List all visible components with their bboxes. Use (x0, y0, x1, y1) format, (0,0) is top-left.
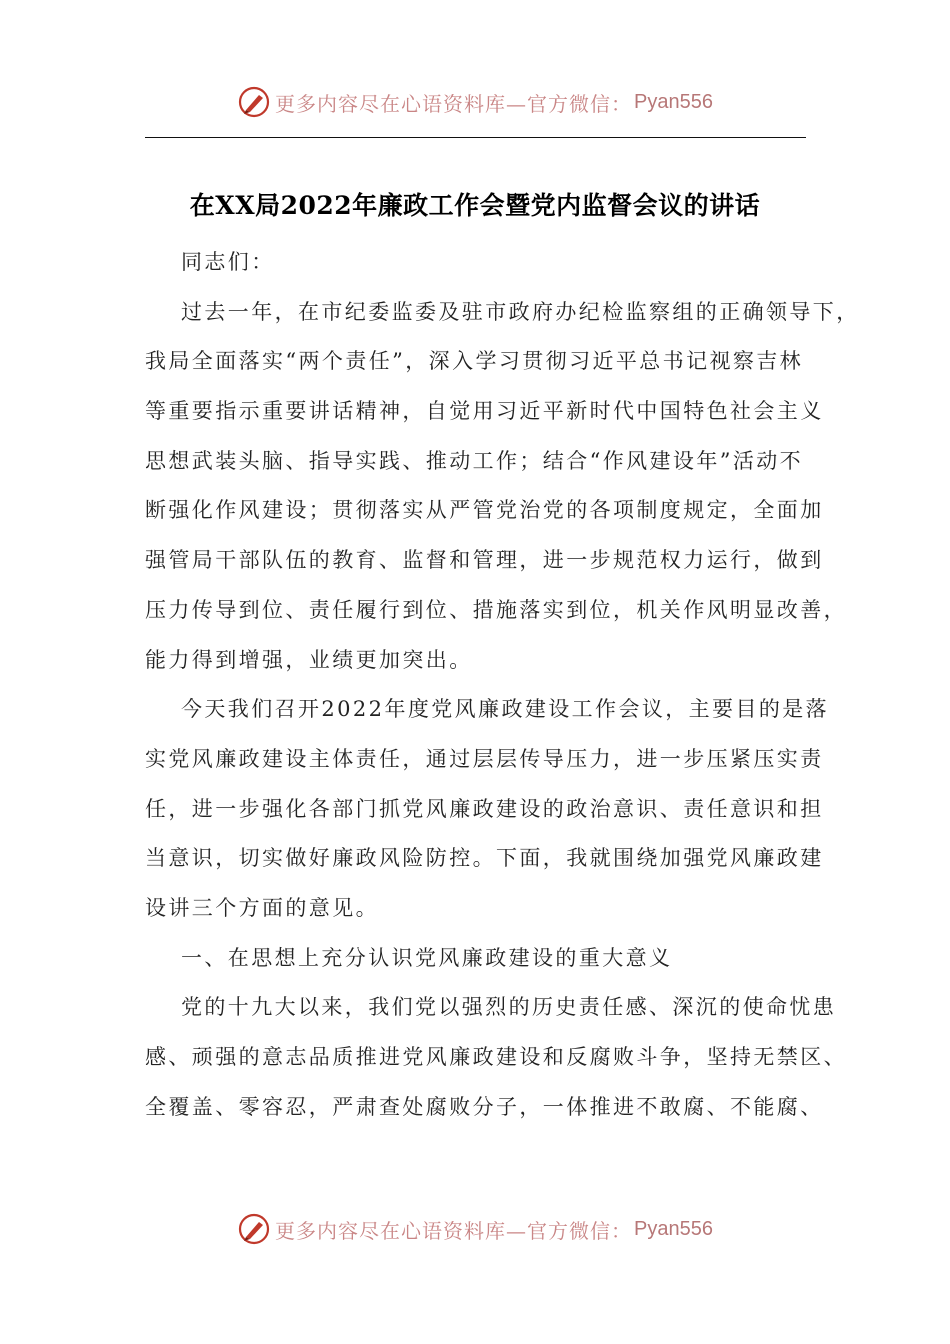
paragraph-line: 今天我们召开2022年度党风廉政建设工作会议，主要目的是落 (181, 697, 830, 722)
paragraph-line: 全覆盖、零容忍，严肃查处腐败分子，一体推进不敢腐、不能腐、 (145, 1094, 824, 1119)
paragraph-line: 等重要指示重要讲话精神，自觉用习近平新时代中国特色社会主义 (145, 399, 824, 424)
watermark-wechat-id: Pyan556 (634, 90, 713, 113)
paragraph-line: 过去一年，在市纪委监委及驻市政府办纪检监察组的正确领导下， (181, 299, 860, 324)
document-body (145, 238, 860, 1132)
pen-logo-icon (237, 85, 271, 119)
watermark-text: 更多内容尽在心语资料库—官方微信： (275, 1218, 633, 1243)
paragraph-line: 设讲三个方面的意见。 (145, 895, 379, 920)
watermark-banner-bottom (0, 1207, 950, 1251)
paragraph-line: 思想武装头脑、指导实践、推动工作；结合“作风建设年”活动不 (145, 448, 804, 473)
paragraph-line: 当意识，切实做好廉政风险防控。下面，我就围绕加强党风廉政建 (145, 846, 824, 871)
paragraph-line: 我局全面落实“两个责任”，深入学习贯彻习近平总书记视察吉林 (145, 349, 804, 374)
paragraph-line: 断强化作风建设；贯彻落实从严管党治党的各项制度规定，全面加 (145, 498, 824, 523)
paragraph-line: 实党风廉政建设主体责任，通过层层传导压力，进一步压紧压实责 (145, 746, 824, 771)
watermark-banner-top (0, 80, 950, 124)
paragraph-line: 压力传导到位、责任履行到位、措施落实到位，机关作风明显改善， (145, 597, 847, 622)
document-title: 在XX局2022年廉政工作会暨党内监督会议的讲话 (189, 191, 761, 220)
paragraph-line: 强管局干部队伍的教育、监督和管理，进一步规范权力运行，做到 (145, 548, 824, 573)
paragraph-line: 感、顽强的意志品质推进党风廉政建设和反腐败斗争，坚持无禁区、 (145, 1045, 847, 1069)
pen-logo-icon (237, 1212, 271, 1246)
section-heading: 一、在思想上充分认识党风廉政建设的重大意义 (181, 945, 673, 970)
salutation-line: 同志们： (181, 250, 275, 274)
paragraph-line: 能力得到增强，业绩更加突出。 (145, 647, 473, 672)
watermark-wechat-id: Pyan556 (634, 1217, 713, 1240)
paragraph-line: 任，进一步强化各部门抓党风廉政建设的政治意识、责任意识和担 (145, 796, 824, 821)
paragraph-line: 党的十九大以来，我们党以强烈的历史责任感、深沉的使命忧患 (181, 995, 837, 1020)
watermark-text: 更多内容尽在心语资料库—官方微信： (275, 91, 633, 116)
header-divider (145, 137, 806, 138)
